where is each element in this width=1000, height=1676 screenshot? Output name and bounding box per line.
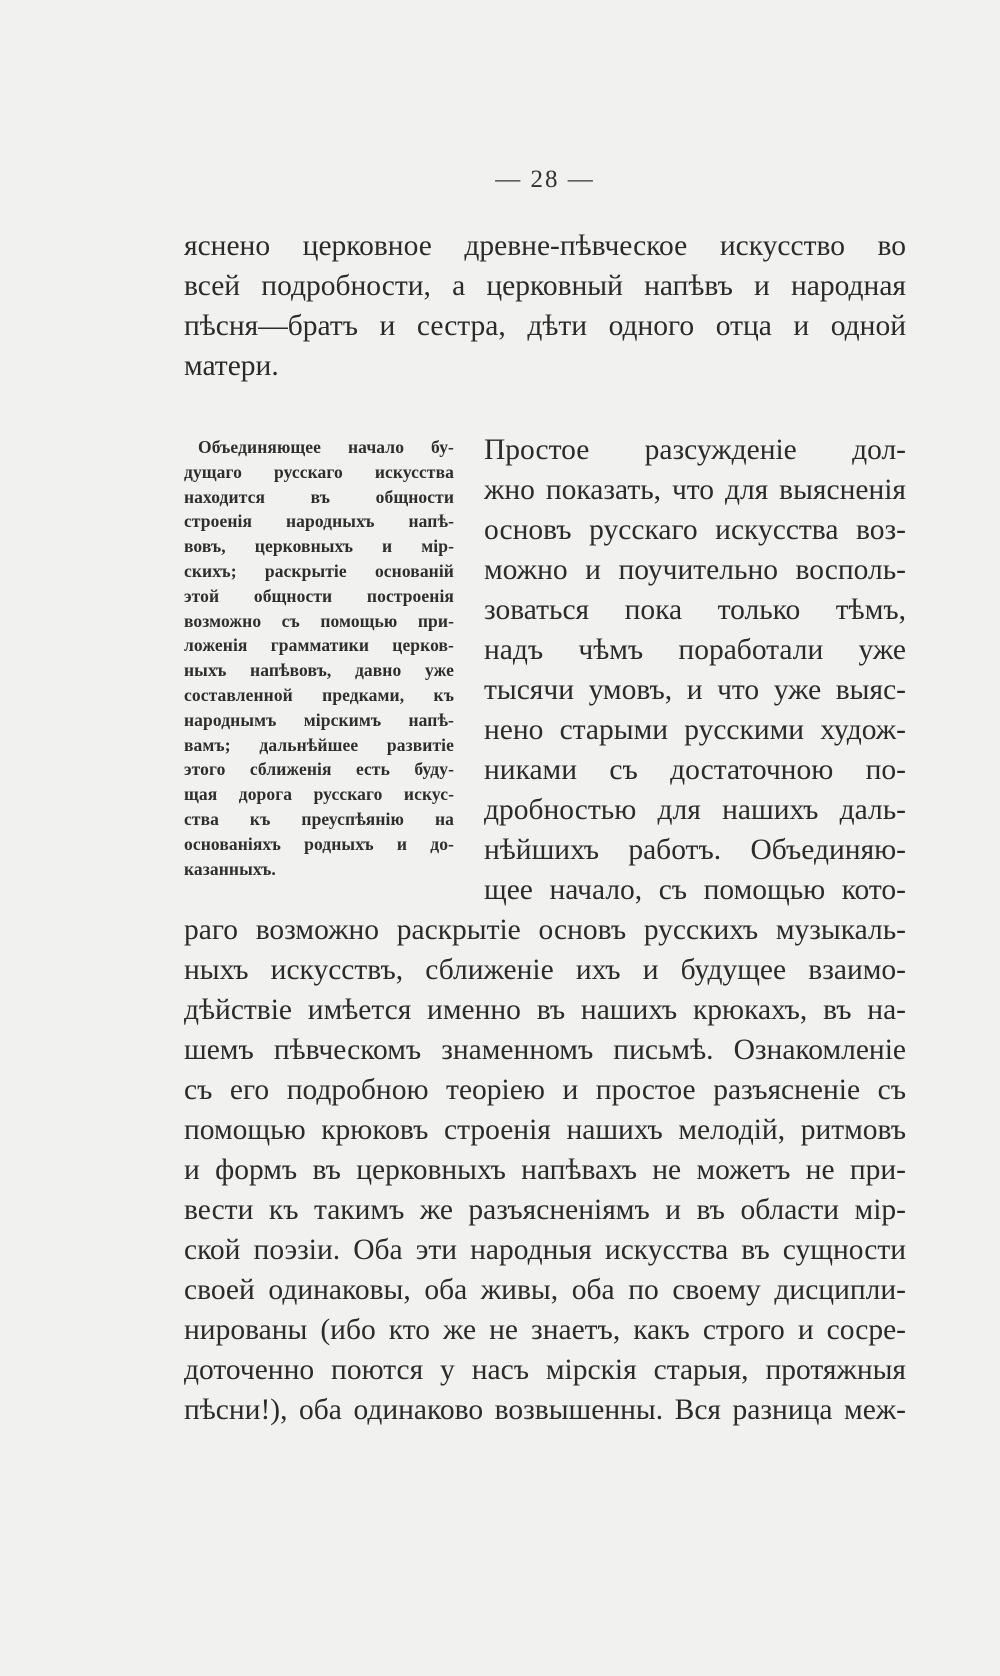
text-line: Простое разсужденіе дол- (484, 434, 906, 466)
page-number: — 28 — (495, 166, 595, 193)
margin-note-line: ныхъ напѣвовъ, давно уже (184, 660, 454, 681)
text-line: тысячи умовъ, и что уже выяс- (484, 674, 906, 706)
text-line: щее начало, съ помощью кото- (484, 874, 906, 906)
text-line: надъ чѣмъ поработали уже (484, 634, 906, 666)
text-line: можно и поучительно восполь- (484, 554, 906, 586)
margin-note-line: этого сближенія есть буду- (184, 759, 454, 780)
margin-note-line: строенія народныхъ напѣ- (184, 511, 454, 532)
margin-note-line: скихъ; раскрытіе основаній (184, 560, 454, 581)
margin-note-line: дущаго русскаго искусства (184, 461, 454, 482)
text-line: яснено церковное древне-пѣвческое искусство во (184, 230, 906, 262)
margin-note-line: казанныхъ. (184, 858, 276, 879)
text-line: съ его подробною теоріею и простое разъясненіе съ (184, 1074, 906, 1106)
margin-note-line: возможно съ помощью при- (184, 610, 454, 631)
text-line: раго возможно раскрытіе основъ русскихъ музыкаль- (184, 914, 906, 946)
text-line: пѣсни!), оба одинаково возвышенны. Вся разница меж- (184, 1394, 906, 1426)
margin-note-line: находится въ общности (184, 486, 454, 507)
text-line: пѣсня—братъ и сестра, дѣти одного отца и одной (184, 310, 906, 342)
text-line: дѣйствіе имѣется именно въ нашихъ крюкахъ, въ на- (184, 994, 906, 1026)
text-line: основъ русскаго искусства воз- (484, 514, 906, 546)
text-line: вести къ такимъ же разъясненіямъ и въ области мір- (184, 1194, 906, 1226)
margin-note-line: этой общности построенія (184, 585, 454, 606)
text-line: жно показать, что для выясненія (484, 474, 906, 506)
margin-note-line: основаніяхъ родныхъ и до- (184, 833, 454, 854)
margin-note-line: вамъ; дальнѣйшее развитіе (184, 734, 454, 755)
text-line: матери. (184, 350, 279, 382)
text-line: помощью крюковъ строенія нашихъ мелодій, ритмовъ (184, 1114, 906, 1146)
text-line: зоваться пока только тѣмъ, (484, 594, 906, 626)
text-line: всей подробности, а церковный напѣвъ и народная (184, 270, 906, 302)
text-line: ныхъ искусствъ, сближеніе ихъ и будущее взаимо- (184, 954, 906, 986)
text-line: никами съ достаточною по- (484, 754, 906, 786)
text-line: своей одинаковы, оба живы, оба по своему дисципли- (184, 1274, 906, 1306)
text-line: и формъ въ церковныхъ напѣвахъ не можетъ не при- (184, 1154, 906, 1186)
text-line: ской поэзіи. Оба эти народныя искусства въ сущности (184, 1234, 906, 1266)
text-line: доточенно поются у насъ мірскія старыя, протяжныя (184, 1354, 906, 1386)
margin-note (184, 435, 454, 881)
margin-note-line: ложенія грамматики церков- (184, 635, 454, 656)
margin-note-line: щая дорога русскаго искус- (184, 784, 454, 805)
margin-note-line: составленной предками, къ (184, 684, 454, 705)
text-line: дробностью для нашихъ даль- (484, 794, 906, 826)
text-line: нированы (ибо кто же не знаетъ, какъ строго и сосре- (184, 1314, 906, 1346)
text-line: нено старыми русскими худож- (484, 714, 906, 746)
margin-note-line: вовъ, церковныхъ и мір- (184, 536, 454, 557)
margin-note-line: ства къ преуспѣянію на (184, 808, 454, 829)
text-line: шемъ пѣвческомъ знаменномъ письмѣ. Ознакомленіе (184, 1034, 906, 1066)
margin-note-line: Объединяющее начало бу- (198, 437, 454, 457)
text-line: нѣйшихъ работъ. Объединяю- (484, 834, 906, 866)
margin-note-line: народнымъ мірскимъ напѣ- (184, 709, 454, 730)
